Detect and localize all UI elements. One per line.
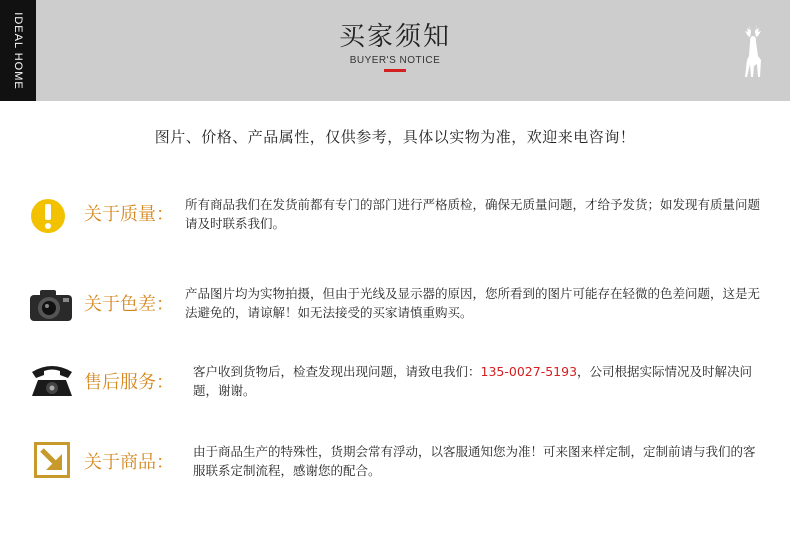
section-label: 售后服务： [84,372,174,393]
section-label: 关于质量： [84,204,174,225]
camera-icon [28,288,74,324]
title-block [300,22,490,72]
deer-icon [738,22,768,78]
title-underline [384,69,406,72]
exclamation-icon [28,196,68,236]
intro-text: 图片、价格、产品属性，仅供参考，具体以实物为准，欢迎来电咨询！ [154,128,636,146]
telephone-icon [28,362,76,398]
side-tab [0,0,36,101]
phone-number: 135-0027-5193 [480,364,578,379]
section-text: 由于商品生产的特殊性，货期会常有浮动，以客服通知您为准！可来图来样定制，定制前请与我们的客服联系定制流程，感谢您的配合。 [193,444,756,478]
side-tab-text: IDEAL HOME [12,11,24,90]
section-label: 关于色差： [84,294,174,315]
text-after-phone: ，公司根据实际情况及时解决问题，谢谢。 [193,364,753,398]
section-label: 关于商品： [84,452,174,473]
arrow-box-icon [32,440,72,480]
page-title: 买家须知 [338,22,451,52]
page-subtitle: BUYER'S NOTICE [349,55,441,66]
header-banner [0,0,790,101]
text-before-phone: 客户收到货物后，检查发现出现问题，请致电我们： [193,364,481,379]
section-text [193,362,773,400]
section-text: 所有商品我们在发货前都有专门的部门进行严格质检，确保无质量问题，才给予发货；如发现有质量问题请及时联系我们。 [185,197,761,231]
section-text: 产品图片均为实物拍摄，但由于光线及显示器的原因，您所看到的图片可能存在轻微的色差问题，这是无法避免的，请谅解！如无法接受的买家请慎重购买。 [185,286,761,320]
